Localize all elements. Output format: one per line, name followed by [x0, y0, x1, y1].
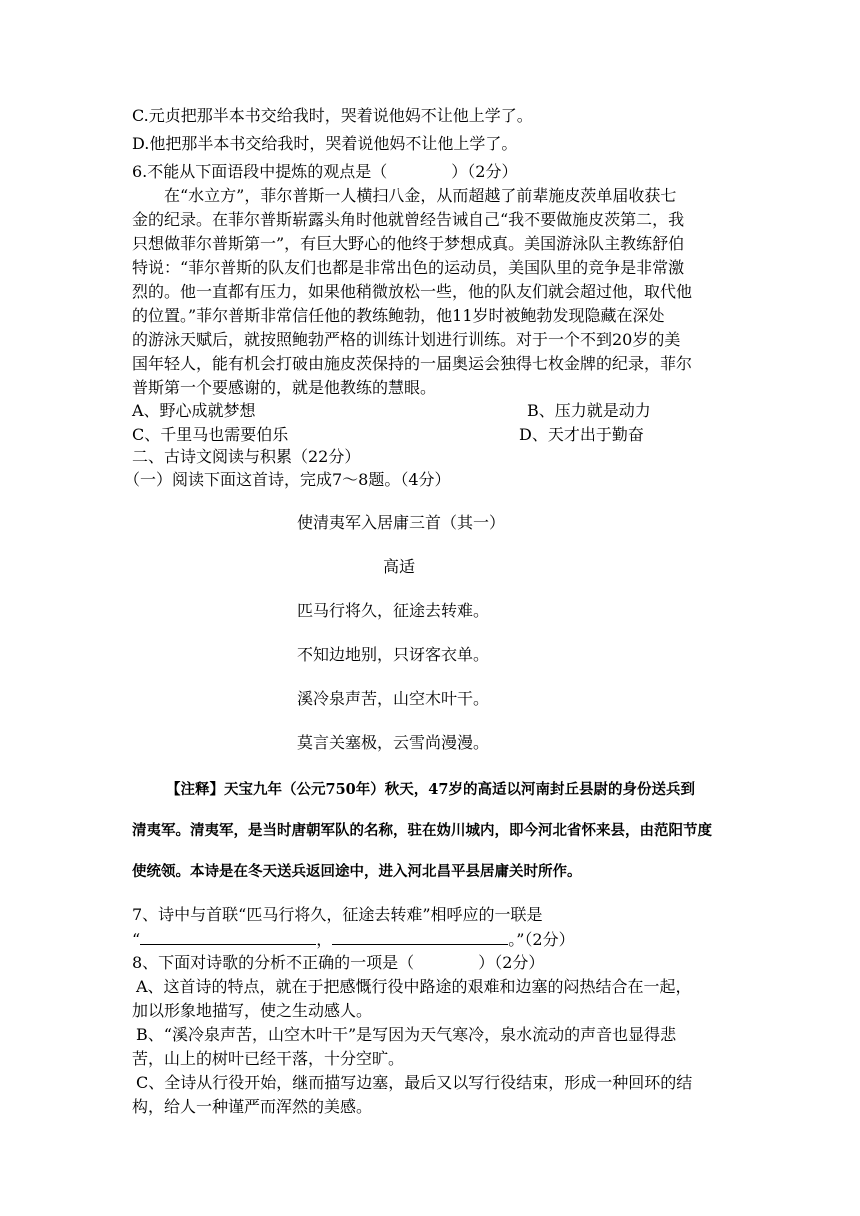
- q8-option-line: 构，给人一种谨严而浑然的美感。: [132, 1097, 373, 1116]
- q6-passage-line: 的位置。”菲尔普斯非常信任他的教练鲍勃，他11岁时被鲍勃发现隐藏在深处: [132, 306, 665, 325]
- q6-passage-line: 普斯第一个要感谢的，就是他教练的慧眼。: [132, 378, 437, 397]
- q6-passage-line: 金的纪录。在菲尔普斯崭露头角时他就曾经告诫自己“我不要做施皮茨第二，我: [132, 210, 685, 229]
- q6-score: ）（2分）: [451, 162, 518, 181]
- q8-stem-text: 8、下面对诗歌的分析不正确的一项是（: [132, 953, 415, 972]
- q8-option-line: B、“溪冷泉声苦，山空木叶干”是写因为天气寒冷，泉水流动的声音也显得悲: [136, 1025, 677, 1044]
- q6-option-a: A、野心成就梦想: [132, 401, 256, 420]
- note-line-1: [166, 779, 695, 801]
- q6-option-d: D、天才出于勤奋: [519, 425, 644, 444]
- q8-stem: [132, 952, 544, 974]
- poem-line: 溪冷泉声苦，山空木叶干。: [297, 689, 490, 708]
- q8-option-line: C、全诗从行役开始，继而描写边塞，最后又以写行役结束，形成一种回环的结: [136, 1073, 693, 1092]
- poem-line: 不知边地别，只讶客衣单。: [297, 645, 490, 664]
- poem-title: 使清夷军入居庸三首（其一）: [297, 513, 506, 532]
- q6-passage-line: 的游泳天赋后，就按照鲍勃严格的训练计划进行训练。对于一个不到20岁的美: [132, 330, 681, 349]
- open-quote: “: [132, 930, 141, 949]
- answer-blank-1[interactable]: [140, 928, 316, 945]
- q6-stem-text: 6.不能从下面语段中提炼的观点是（: [132, 162, 388, 181]
- poem-author: 高适: [383, 557, 416, 576]
- note-line: 清夷军。清夷军，是当时唐朝军队的名称，驻在妫川城内，即今河北省怀来县，由范阳节度: [132, 822, 712, 839]
- q7-answer-line: [132, 928, 575, 951]
- note-label: 【注释】: [166, 781, 224, 798]
- q6-passage-line: 国年轻人，能有机会打破由施皮茨保持的一届奥运会独得七枚金牌的纪录，菲尔: [132, 354, 693, 373]
- q8-option-line: 加以形象地描写，使之生动感人。: [132, 1001, 373, 1020]
- q5-option-d: D.他把那半本书交给我时，哭着说他妈不让他上学了。: [132, 134, 518, 153]
- note-text: 天宝九年（公元750年）秋天，47岁的高适以河南封丘县尉的身份送兵到: [224, 781, 695, 798]
- comma: ，: [316, 930, 333, 949]
- q8-score: ）（2分）: [478, 953, 545, 972]
- poem-line: 莫言关塞极，云雪尚漫漫。: [297, 733, 490, 752]
- q6-passage-line: 烈的。他一直都有压力，如果他稍微放松一些，他的队友们就会超过他，取代他: [132, 282, 693, 301]
- q5-option-c: C.元贞把那半本书交给我时，哭着说他妈不让他上学了。: [132, 106, 533, 125]
- section-2-part-1: （一）阅读下面这首诗，完成7～8题。（4分）: [124, 470, 451, 489]
- q6-passage-line: 特说：“菲尔普斯的队友们也都是非常出色的运动员，美国队里的竞争是非常激: [132, 258, 685, 277]
- q8-option-line: 苦，山上的树叶已经干落，十分空旷。: [132, 1049, 405, 1068]
- answer-blank-2[interactable]: [332, 928, 508, 945]
- q6-passage-line: 只想做菲尔普斯第一”，有巨大野心的他终于梦想成真。美国游泳队主教练舒伯: [132, 234, 685, 253]
- q6-passage-line: 在“水立方”，菲尔普斯一人横扫八金，从而超越了前辈施皮茨单届收获七: [164, 186, 677, 205]
- poem-line: 匹马行将久，征途去转难。: [297, 601, 490, 620]
- note-line: 使统领。本诗是在冬天送兵返回途中，进入河北昌平县居庸关时所作。: [132, 863, 582, 880]
- q6-option-b: B、压力就是动力: [527, 401, 651, 420]
- q8-option-line: A、这首诗的特点，就在于把感慨行役中路途的艰难和边塞的闷热结合在一起，: [136, 977, 692, 996]
- q6-stem: [132, 161, 517, 183]
- q7-score: 。”（2分）: [508, 930, 575, 949]
- q6-option-c: C、千里马也需要伯乐: [132, 425, 289, 444]
- section-2-title: 二、古诗文阅读与积累（22分）: [132, 447, 361, 466]
- q7-stem: 7、诗中与首联“匹马行将久，征途去转难”相呼应的一联是: [132, 905, 543, 924]
